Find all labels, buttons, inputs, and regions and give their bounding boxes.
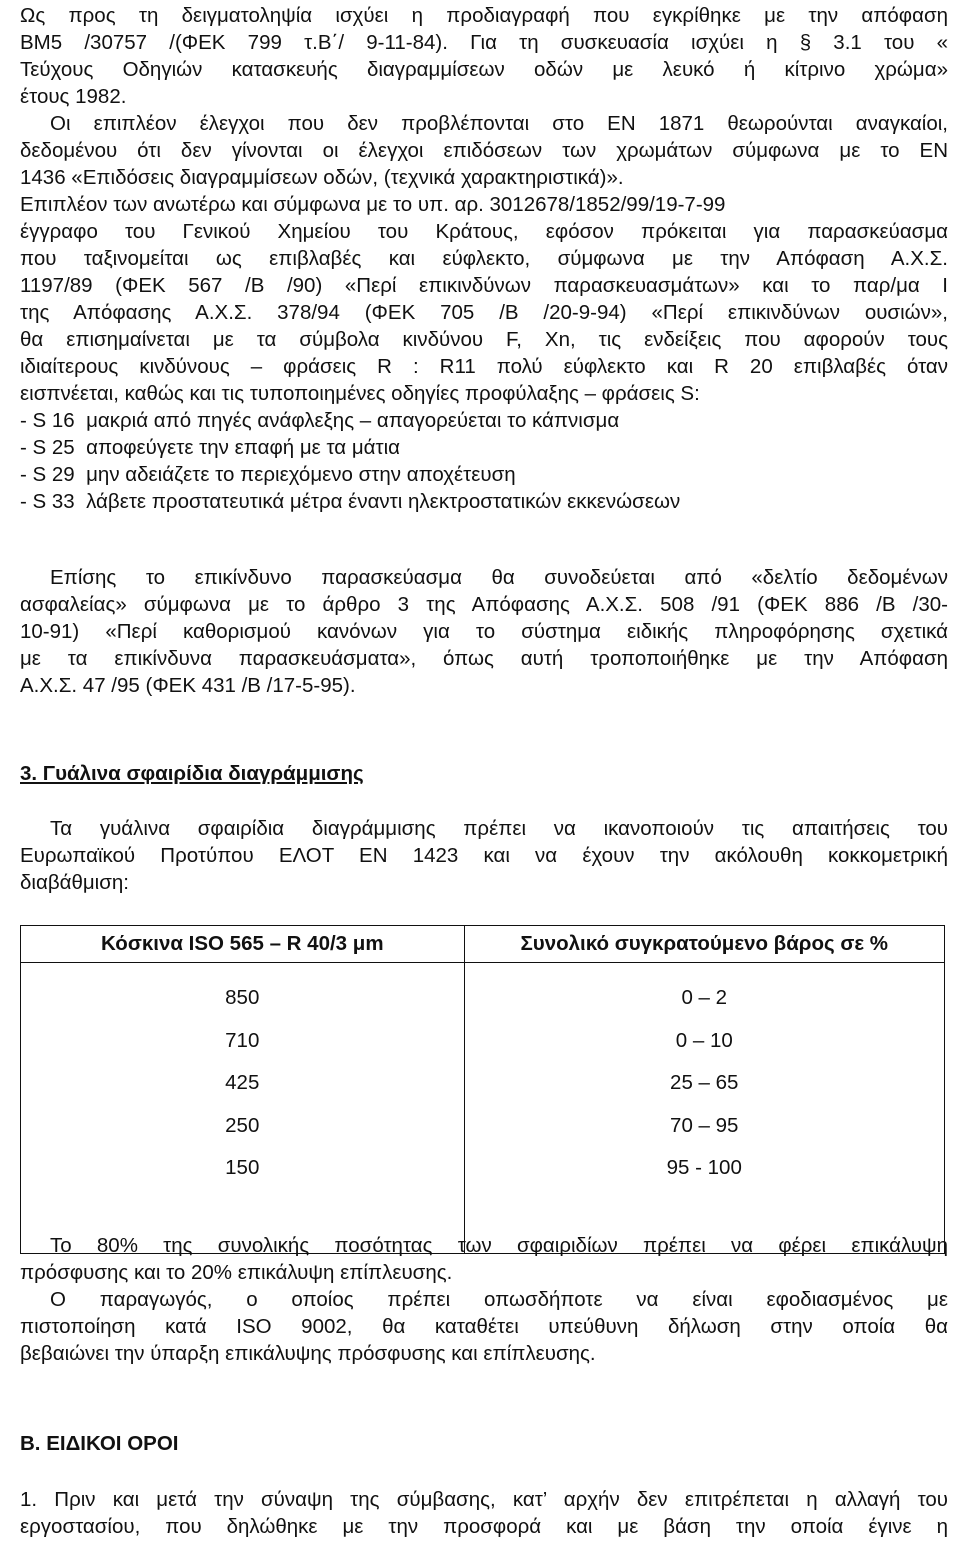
s-phrase-code: - S 25 [20, 436, 75, 459]
paragraph-line: Επιπλέον των ανωτέρω και σύμφωνα με το υπ. αρ. 3012678/1852/99/19-7-99 [20, 193, 726, 216]
table-header-row [21, 926, 945, 963]
paragraph-line: έτους 1982. [20, 85, 127, 108]
paragraph-line: θα επισημαίνεται με τα σύμβολα κινδύνου F, Xn, τις ενδείξεις που αφορούν τους [20, 328, 948, 351]
s-phrase-code: - S 29 [20, 463, 75, 486]
grading-table [20, 925, 945, 1254]
table-cell: 250 [225, 1113, 260, 1137]
paragraph-line: Επίσης το επικίνδυνο παρασκεύασμα θα συνοδεύεται από «δελτίο δεδομένων [50, 566, 948, 589]
s-phrase-code: - S 16 [20, 409, 75, 432]
paragraph-line: Τεύχους Οδηγιών κατασκευής διαγραμμίσεων οδών με λευκό ή κίτρινο χρώμα» [20, 58, 948, 81]
paragraph-line: δεδομένου ότι δεν γίνονται οι έλεγχοι επιδόσεων των χρωμάτων σύμφωνα με το ΕΝ [20, 139, 948, 162]
s-phrase-text: μην αδειάζετε το περιεχόμενο στην αποχέτευση [86, 463, 516, 486]
paragraph-line: 1197/89 (ΦΕΚ 567 /Β /90) «Περί επικινδύνων παρασκευασμάτων» και το παρ/μα Ι [20, 274, 948, 297]
table-cell: 710 [225, 1028, 260, 1052]
table-cell: 0 – 2 [681, 986, 728, 1009]
paragraph-line: ΒΜ5 /30757 /(ΦΕΚ 799 τ.Β΄/ 9-11-84). Για τη συσκευασία ισχύει η § 3.1 του « [20, 31, 948, 54]
paragraph-line: που ταξινομείται ως επιβλαβές και εύφλεκτο, σύμφωνα με την Απόφαση Α.Χ.Σ. [20, 247, 948, 270]
paragraph-line: 10-91) «Περί καθορισμού κανόνων για το σύστημα ειδικής πληροφόρησης σχετικά [20, 620, 948, 643]
table-cell: 425 [225, 1071, 260, 1094]
paragraph-line: Το 80% της συνολικής ποσότητας των σφαιριδίων πρέπει να φέρει επικάλυψη [50, 1234, 948, 1257]
paragraph-line: βεβαιώνει την ύπαρξη επικάλυψης πρόσφυσης και επίπλευσης. [20, 1342, 596, 1365]
paragraph-line: 1436 «Επιδόσεις διαγραμμίσεων οδών, (τεχνικά χαρακτηριστικά)». [20, 166, 624, 189]
s-phrase-text: μακριά από πηγές ανάφλεξης – απαγορεύεται το κάπνισμα [86, 409, 620, 432]
sieve-column [21, 963, 465, 1254]
list-item [20, 488, 680, 515]
paragraph-line: πρόσφυσης και το 20% επικάλυψη επίπλευσης. [20, 1261, 453, 1284]
table-row [21, 963, 945, 1254]
paragraph-line: εισπνέεται, καθώς και τις τυποποιημένες οδηγίες προφύλαξης – φράσεις S: [20, 382, 700, 405]
paragraph-line: ιδιαίτερους κινδύνους – φράσεις R : R11 πολύ εύφλεκτο και R 20 επιβλαβές όταν [20, 355, 948, 378]
paragraph-line: της Απόφασης Α.Χ.Σ. 378/94 (ΦΕΚ 705 /Β /20-9-94) «Περί επικινδύνων ουσιών», [20, 301, 948, 324]
table-cell: 0 – 10 [675, 1028, 733, 1052]
paragraph-line: με τα επικίνδυνα παρασκευάσματα», όπως αυτή τροποποιήθηκε με την Απόφαση [20, 647, 948, 670]
paragraph-line: εργοστασίου, που δηλώθηκε με την προσφορά και με βάση την οποία έγινε η [20, 1515, 948, 1538]
list-item [20, 434, 400, 461]
s-phrase-text: λάβετε προστατευτικά μέτρα έναντι ηλεκτροστατικών εκκενώσεων [86, 490, 681, 513]
paragraph-line: 1. Πριν και μετά την σύναψη της σύμβασης, κατ’ αρχήν δεν επιτρέπεται η αλλαγή του [20, 1488, 948, 1511]
section-heading: Β. ΕΙΔΙΚΟΙ ΟΡΟΙ [20, 1432, 179, 1455]
column-header: Κόσκινα ISO 565 – R 40/3 μm [21, 926, 465, 963]
paragraph-line: Οι επιπλέον έλεγχοι που δεν προβλέπονται στο ΕΝ 1871 θεωρούνται αναγκαίοι, [50, 112, 948, 135]
table-cell: 850 [225, 986, 260, 1009]
paragraph-line: έγγραφο του Γενικού Χημείου του Κράτους, εφόσον πρόκειται για παρασκεύασμα [20, 220, 948, 243]
table-cell: 95 - 100 [666, 1156, 742, 1179]
column-header: Συνολικό συγκρατούμενο βάρος σε % [464, 926, 944, 963]
table-cell: 25 – 65 [670, 1071, 739, 1094]
s-phrase-text: αποφεύγετε την επαφή με τα μάτια [86, 436, 401, 459]
paragraph-line: ασφαλείας» σύμφωνα με το άρθρο 3 της Απόφασης Α.Χ.Σ. 508 /91 (ΦΕΚ 886 /Β /30- [20, 593, 948, 616]
section-heading: 3. Γυάλινα σφαιρίδια διαγράμμισης [20, 762, 364, 785]
paragraph-line: πιστοποίηση κατά ISO 9002, θα καταθέτει υπεύθυνη δήλωση στην οποία θα [20, 1315, 948, 1338]
paragraph-line: Ευρωπαϊκού Προτύπου ΕΛΟΤ ΕΝ 1423 και να έχουν την ακόλουθη κοκκομετρική [20, 844, 948, 867]
table-cell: 150 [225, 1156, 260, 1179]
paragraph-line: διαβάθμιση: [20, 871, 129, 894]
paragraph-line: Ο παραγωγός, ο οποίος πρέπει οπωσδήποτε να είναι εφοδιασμένος με [50, 1288, 948, 1311]
list-item [20, 407, 619, 434]
paragraph-line: Α.Χ.Σ. 47 /95 (ΦΕΚ 431 /Β /17-5-95). [20, 674, 356, 697]
paragraph-line: Τα γυάλινα σφαιρίδια διαγράμμισης πρέπει να ικανοποιούν τις απαιτήσεις του [50, 817, 948, 840]
paragraph-line: Ως προς τη δειγματοληψία ισχύει η προδιαγραφή που εγκρίθηκε με την απόφαση [20, 4, 948, 27]
table-cell: 70 – 95 [670, 1113, 739, 1137]
retained-column [464, 963, 944, 1254]
list-item [20, 461, 516, 488]
s-phrase-code: - S 33 [20, 490, 75, 513]
